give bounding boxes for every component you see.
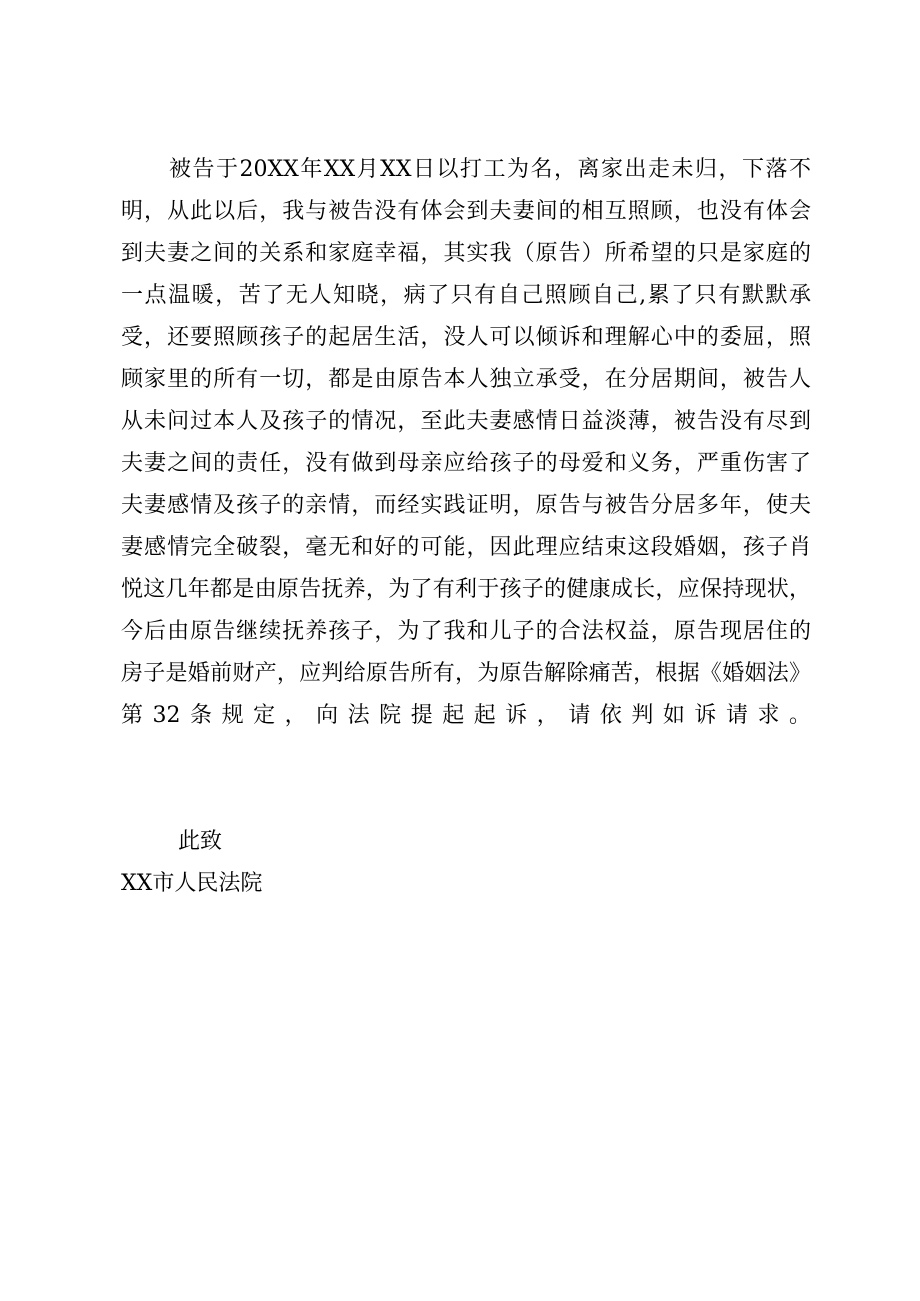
paragraph-line-11: 悦这几年都是由原告抚养，为了有利于孩子的健康成长，应保持现状， bbox=[121, 577, 811, 602]
paragraph-line-4: 一点温暖，苦了无人知晓，病了只有自己照顾自己,累了只有默默承 bbox=[121, 283, 811, 308]
paragraph-line-5: 受，还要照顾孩子的起居生活，没人可以倾诉和理解心中的委屈，照 bbox=[121, 325, 811, 350]
paragraph-line-3: 到夫妻之间的关系和家庭幸福，其实我（原告）所希望的只是家庭的 bbox=[121, 241, 811, 266]
paragraph-line-9: 夫妻感情及孩子的亲情，而经实践证明，原告与被告分居多年，使夫 bbox=[121, 493, 811, 518]
addressee: XX市人民法院 bbox=[121, 871, 263, 896]
paragraph-line-13: 房子是婚前财产，应判给原告所有，为原告解除痛苦，根据《婚姻法》 bbox=[121, 661, 811, 686]
paragraph-line-14: 第32条规定，向法院提起起诉，请依判如诉请求。 bbox=[121, 703, 811, 728]
paragraph-line-1: 被告于20XX年XX月XX日以打工为名，离家出走未归，下落不 bbox=[169, 157, 811, 182]
paragraph-line-2: 明，从此以后，我与被告没有体会到夫妻间的相互照顾，也没有体会 bbox=[121, 199, 811, 224]
closing-salutation: 此致 bbox=[178, 829, 223, 854]
paragraph-line-8: 夫妻之间的责任，没有做到母亲应给孩子的母爱和义务，严重伤害了 bbox=[121, 451, 811, 476]
paragraph-line-6: 顾家里的所有一切，都是由原告本人独立承受，在分居期间，被告人 bbox=[121, 367, 811, 392]
paragraph-line-7: 从未问过本人及孩子的情况，至此夫妻感情日益淡薄，被告没有尽到 bbox=[121, 409, 811, 434]
paragraph-line-10: 妻感情完全破裂，毫无和好的可能，因此理应结束这段婚姻，孩子肖 bbox=[121, 535, 811, 560]
paragraph-line-12: 今后由原告继续抚养孩子，为了我和儿子的合法权益，原告现居住的 bbox=[121, 619, 811, 644]
